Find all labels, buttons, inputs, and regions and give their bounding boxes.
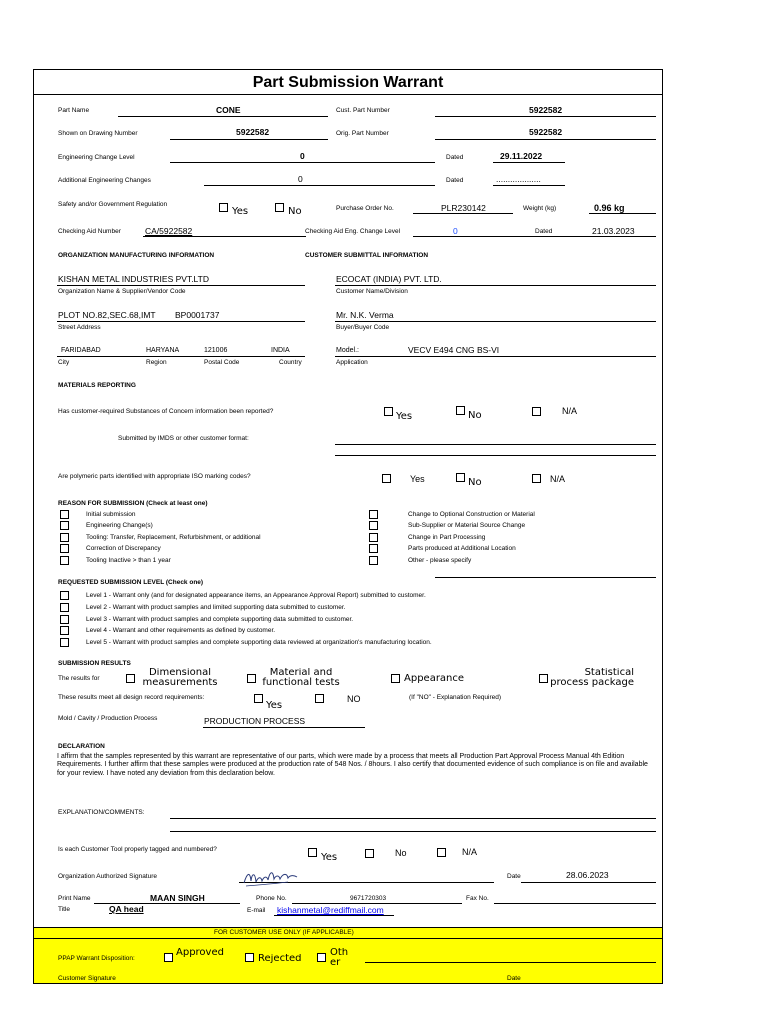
materials-q1-yes-label: Yes [396, 412, 413, 422]
customer-name-value[interactable]: ECOCAT (INDIA) PVT. LTD. [336, 274, 442, 284]
reason-right-checkbox-4[interactable] [369, 544, 378, 553]
buyer-label: Buyer/Buyer Code [336, 324, 390, 331]
weight-label: Weight (kg) [523, 205, 557, 212]
po-label: Purchase Order No. [336, 205, 394, 212]
signature-date-label: Date [507, 873, 521, 880]
mold-value[interactable]: PRODUCTION PROCESS [204, 716, 306, 726]
part-submission-warrant-form [33, 69, 663, 984]
application-label: Application [336, 359, 368, 366]
rejected-label: Rejected [258, 954, 302, 964]
level-label-5: Level 5 - Warrant with product samples and complete supporting data reviewed at organization's manufacturing location. [86, 639, 432, 646]
reason-left-checkbox-2[interactable] [60, 521, 69, 530]
materials-q2-no-label: No [468, 478, 482, 487]
imds-label: Submitted by IMDS or other customer format: [118, 435, 249, 442]
customer-date-label: Date [507, 975, 521, 982]
design-yes-checkbox[interactable] [254, 694, 263, 703]
tool-no-checkbox[interactable] [365, 849, 374, 858]
reason-right-label-5: Other - please specify [408, 557, 472, 564]
reason-left-label-1: Initial submission [86, 511, 136, 518]
signature-date-value[interactable]: 28.06.2023 [566, 870, 609, 880]
reason-left-label-4: Correction of Discrepancy [86, 545, 161, 552]
results-dimensional-label: Dimensional measurements [142, 668, 218, 688]
reason-left-label-3: Tooling: Transfer, Replacement, Refurbishment, or additional [86, 534, 261, 541]
ecl-dated-label: Dated [446, 154, 464, 161]
tool-question-label: Is each Customer Tool properly tagged and numbered? [58, 846, 217, 853]
reason-right-label-2: Sub-Supplier or Material Source Change [408, 522, 526, 529]
design-yes-label: Yes [266, 701, 283, 711]
org-name-label: Organization Name & Supplier/Vendor Code [58, 288, 186, 295]
signature-label: Organization Authorized Signature [58, 873, 158, 880]
results-statistical-label: Statistical process package [550, 668, 634, 688]
approved-label: Approved [176, 948, 224, 958]
checking-aid-label: Checking Aid Number [58, 228, 121, 235]
checking-aid-value[interactable]: CA/5922582 [145, 226, 193, 236]
org-country-value[interactable]: INDIA [271, 347, 290, 354]
checking-aid-dated-label: Dated [535, 228, 553, 235]
safety-yes-checkbox[interactable] [219, 203, 228, 212]
materials-q2-yes-checkbox[interactable] [382, 474, 391, 483]
org-city-label: City [58, 359, 70, 366]
reason-right-checkbox-3[interactable] [369, 533, 378, 542]
title-label: Title [58, 906, 71, 913]
aec-dated-label: Dated [446, 177, 464, 184]
materials-heading: MATERIALS REPORTING [58, 382, 136, 389]
checking-aid-ecl-label: Checking Aid Eng. Change Level [305, 228, 401, 235]
title-value[interactable]: QA head [109, 904, 144, 914]
level-checkbox-4[interactable] [60, 626, 69, 635]
org-postal-label: Postal Code [204, 359, 240, 366]
results-appearance-label: Appearance [404, 674, 465, 684]
reason-left-label-5: Tooling Inactive > than 1 year [86, 557, 171, 564]
design-no-checkbox[interactable] [315, 694, 324, 703]
checking-aid-ecl-value[interactable]: 0 [453, 226, 458, 236]
customer-heading: CUSTOMER SUBMITTAL INFORMATION [305, 252, 429, 259]
org-name-value[interactable]: KISHAN METAL INDUSTRIES PVT.LTD [58, 274, 209, 284]
results-material-checkbox[interactable] [247, 674, 256, 683]
reason-left-checkbox-1[interactable] [60, 510, 69, 519]
phone-value[interactable]: 9671720303 [350, 895, 387, 902]
customer-signature-label: Customer Signature [58, 975, 116, 982]
design-no-label: NO [347, 694, 361, 704]
level-heading: REQUESTED SUBMISSION LEVEL (Check one) [58, 579, 204, 586]
signature-icon [242, 867, 300, 889]
reason-left-label-2: Engineering Change(s) [86, 522, 153, 529]
level-checkbox-5[interactable] [60, 638, 69, 647]
materials-q2-yes-label: Yes [410, 474, 425, 484]
part-name-label: Part Name [58, 107, 90, 114]
email-label: E-mail [247, 907, 266, 914]
org-street-value[interactable]: PLOT NO.82,SEC.68,IMT [58, 310, 156, 320]
reason-left-checkbox-3[interactable] [60, 533, 69, 542]
tool-no-label: No [395, 848, 407, 858]
materials-q2-na-label: N/A [550, 474, 566, 484]
drawing-value[interactable]: 5922582 [236, 127, 270, 137]
drawing-label: Shown on Drawing Number [58, 130, 138, 137]
safety-yes-label: Yes [232, 207, 249, 217]
level-label-3: Level 3 - Warrant with product samples and complete supporting data submitted to customer. [86, 616, 354, 623]
tool-na-label: N/A [462, 847, 478, 857]
mold-label: Mold / Cavity / Production Process [58, 715, 158, 722]
materials-q1-yes-checkbox[interactable] [384, 407, 393, 416]
org-city-value[interactable]: FARIDABAD [61, 347, 101, 354]
reason-right-label-1: Change to Optional Construction or Material [408, 511, 535, 518]
materials-q1-na-label: N/A [562, 406, 578, 416]
materials-q2-na-checkbox[interactable] [532, 474, 541, 483]
ecl-value[interactable]: 0 [300, 151, 305, 161]
org-vendor-code-value[interactable]: BP0001737 [175, 310, 220, 320]
ecl-date-value[interactable]: 29.11.2022 [500, 151, 543, 161]
other-label: Other [330, 948, 349, 968]
materials-q1-no-label: No [468, 411, 482, 420]
design-req-label: These results meet all design record requirements: [58, 694, 205, 701]
results-appearance-checkbox[interactable] [391, 674, 400, 683]
org-heading: ORGANIZATION MANUFACTURING INFORMATION [58, 252, 215, 259]
reason-heading: REASON FOR SUBMISSION (Check at least one) [58, 500, 208, 507]
results-heading: SUBMISSION RESULTS [58, 660, 131, 667]
level-checkbox-3[interactable] [60, 615, 69, 624]
level-label-2: Level 2 - Warrant with product samples and limited supporting data submitted to customer. [86, 604, 346, 611]
buyer-value[interactable]: Mr. N.K. Verma [336, 310, 394, 320]
reason-right-label-3: Change in Part Processing [408, 534, 486, 541]
cust-part-label: Cust. Part Number [336, 107, 390, 114]
tool-yes-label: Yes [321, 853, 338, 862]
reason-left-checkbox-4[interactable] [60, 544, 69, 553]
materials-q1-no-checkbox[interactable] [456, 406, 465, 415]
reason-right-label-4: Parts produced at Additional Location [408, 545, 516, 552]
org-street-label: Street Address [58, 324, 101, 331]
cust-part-value[interactable]: 5922582 [529, 105, 563, 115]
model-value[interactable]: VECV E494 CNG BS-VI [408, 345, 500, 355]
customer-use-heading: FOR CUSTOMER USE ONLY (IF APPLICABLE) [214, 929, 354, 936]
checking-aid-date-value[interactable]: 21.03.2023 [592, 226, 635, 236]
aec-label: Additional Engineering Changes [58, 177, 151, 184]
tool-yes-checkbox[interactable] [308, 848, 317, 857]
print-name-label: Print Name [58, 895, 91, 902]
ecl-label: Engineering Change Level [58, 154, 135, 161]
safety-no-label: No [288, 207, 302, 217]
level-checkbox-1[interactable] [60, 591, 69, 600]
page-title: Part Submission Warrant [34, 70, 662, 95]
weight-value[interactable]: 0.96 kg [594, 203, 625, 213]
comments-label: EXPLANATION/COMMENTS: [58, 809, 145, 816]
safety-label: Safety and/or Government Regulation [58, 201, 168, 208]
email-link[interactable]: kishanmetal@rediffmail.com [277, 905, 384, 915]
results-dimensional-checkbox[interactable] [126, 674, 135, 683]
part-name-value[interactable]: CONE [216, 105, 241, 115]
reason-left-checkbox-5[interactable] [60, 556, 69, 565]
org-region-label: Region [146, 359, 167, 366]
fax-label: Fax No. [466, 895, 489, 902]
safety-no-checkbox[interactable] [275, 203, 284, 212]
aec-value[interactable]: 0 [298, 174, 303, 184]
org-region-value[interactable]: HARYANA [146, 347, 180, 354]
org-country-label: Country [279, 359, 302, 366]
other-checkbox[interactable] [317, 953, 326, 962]
materials-q1-label: Has customer-required Substances of Concern information been reported? [58, 408, 274, 415]
declaration-heading: DECLARATION [58, 743, 105, 750]
tool-na-checkbox[interactable] [437, 848, 446, 857]
phone-label: Phone No. [256, 895, 287, 902]
level-label-1: Level 1 - Warrant only (and for designated appearance items, an Appearance Approval Report) submitted to customer. [86, 592, 426, 599]
approved-checkbox[interactable] [164, 953, 173, 962]
results-for-label: The results for [58, 675, 100, 682]
level-checkbox-2[interactable] [60, 603, 69, 612]
model-label: Model.: [336, 347, 359, 354]
reason-right-checkbox-1[interactable] [369, 510, 378, 519]
materials-q1-na-checkbox[interactable] [532, 407, 541, 416]
declaration-text: I affirm that the samples represented by this warrant are representative of our parts, which were made by a process that meets all Production Part Approval Process Manual 4th Edition Requirements. I further affirm that these samples were produced at the production rate of 548 Nos. / 8hours. I also certify that documented evidence of such compliance is on file and available for your review. I have noted any deviation from this declaration below. [57, 753, 648, 777]
reason-right-checkbox-5[interactable] [369, 556, 378, 565]
reason-right-checkbox-2[interactable] [369, 521, 378, 530]
customer-name-label: Customer Name/Division [336, 288, 408, 295]
materials-q2-no-checkbox[interactable] [456, 473, 465, 482]
explanation-note: (If "NO" - Explanation Required) [409, 694, 502, 701]
customer-use-section [34, 927, 662, 984]
print-name-value[interactable]: MAAN SINGH [150, 893, 205, 903]
orig-part-label: Orig. Part Number [336, 130, 389, 137]
po-value[interactable]: PLR230142 [441, 203, 486, 213]
rejected-checkbox[interactable] [245, 953, 254, 962]
orig-part-value[interactable]: 5922582 [529, 127, 563, 137]
materials-q2-label: Are polymeric parts identified with appropriate ISO marking codes? [58, 473, 251, 480]
results-material-label: Material and functional tests [262, 668, 340, 688]
org-postal-value[interactable]: 121006 [204, 347, 228, 354]
aec-date-value[interactable]: ................... [496, 174, 541, 184]
disposition-label: PPAP Warrant Disposition: [58, 955, 135, 962]
level-label-4: Level 4 - Warrant and other requirements as defined by customer. [86, 627, 276, 634]
results-statistical-checkbox[interactable] [539, 674, 548, 683]
